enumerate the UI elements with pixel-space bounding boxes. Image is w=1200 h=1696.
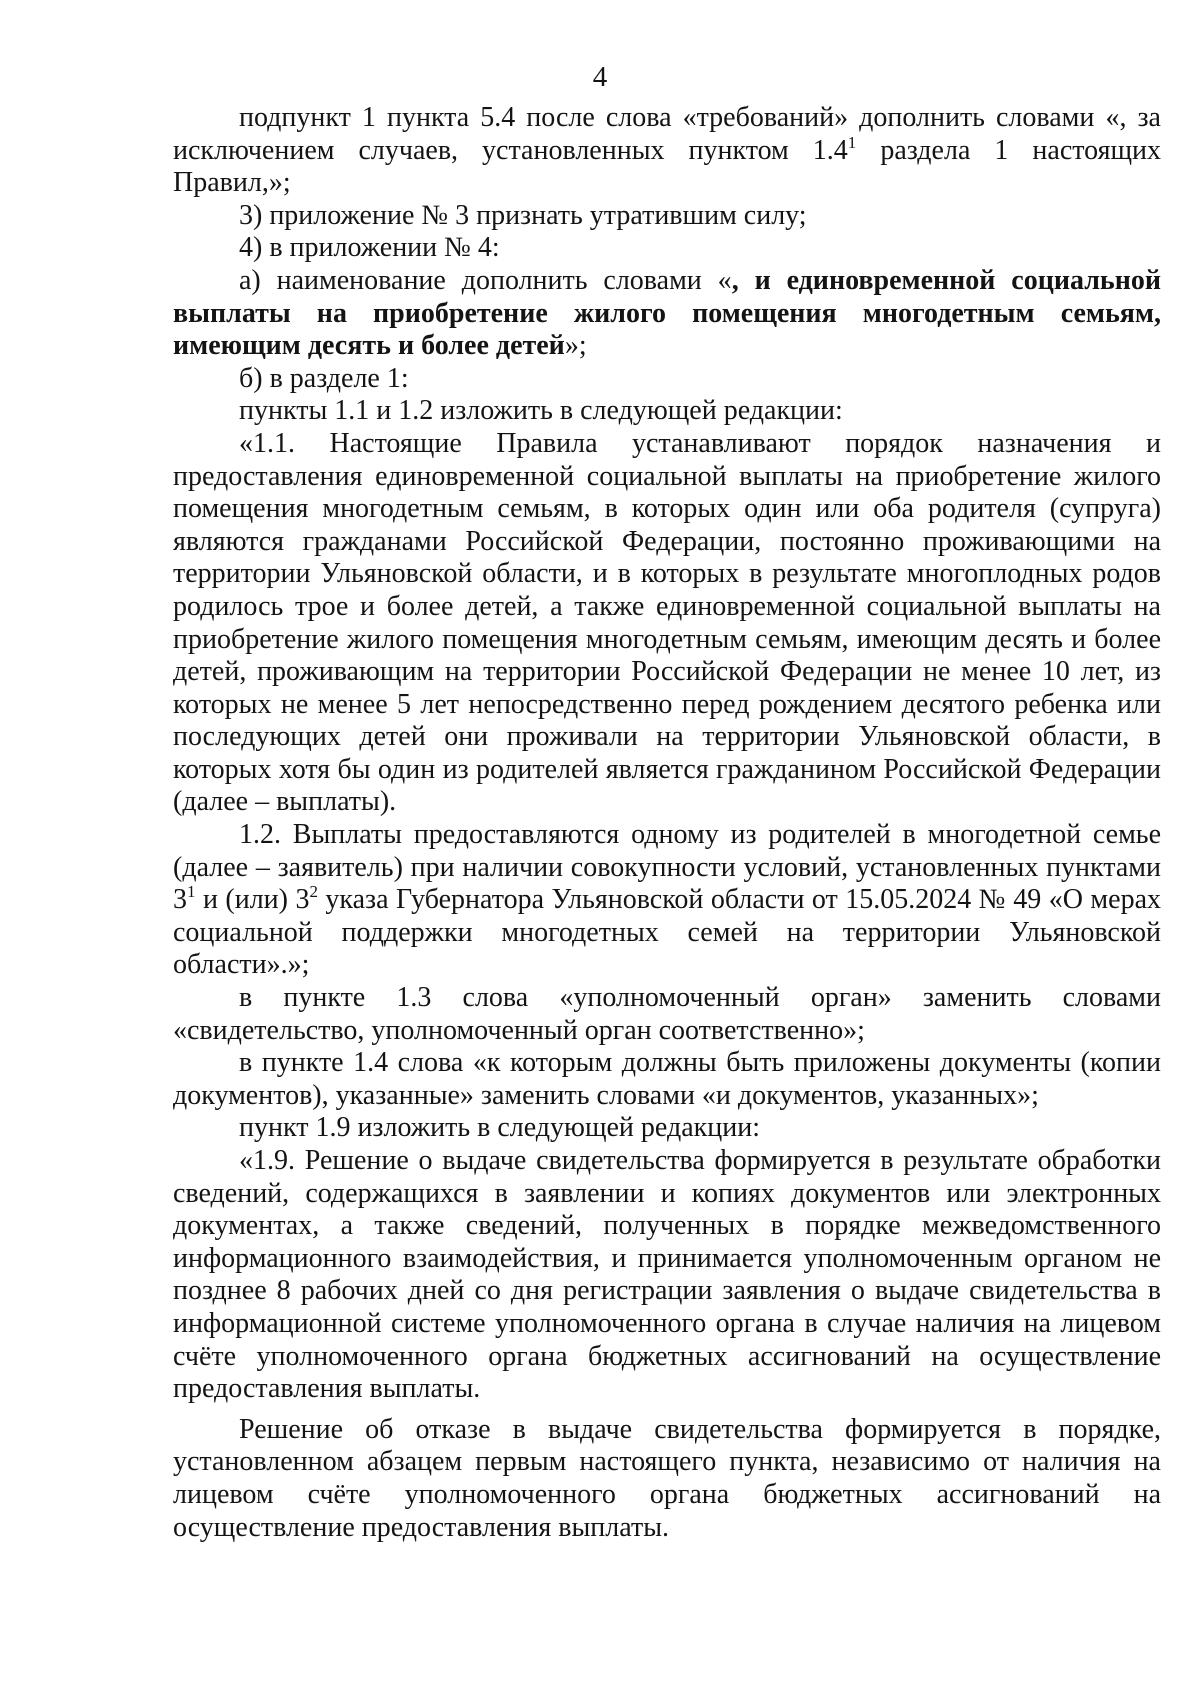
text-run: а) наименование дополнить словами «	[239, 264, 732, 296]
text-run: 1.2. Выплаты предоставляются одному из родителей в многодетной семье (далее – заявитель) при наличии совокупности условий, установленных пунктами 3	[173, 819, 1161, 916]
superscript: 1	[187, 882, 196, 902]
text-run: в пункте 1.3 слова «уполномоченный орган» заменить словами «свидетельство, уполномоченный орган соответственно»;	[173, 982, 1161, 1046]
paragraph	[173, 395, 1161, 428]
paragraph	[173, 1112, 1161, 1145]
paragraph	[173, 265, 1161, 363]
paragraph	[173, 982, 1161, 1047]
paragraph	[173, 363, 1161, 396]
bold-text: , и единовременной социальной выплаты на приобретение жилого помещения многодетным семьям, имеющим десять и более детей	[173, 264, 1161, 362]
paragraph	[173, 819, 1161, 982]
text-run: «1.1. Настоящие Правила устанавливают порядок назначения и предоставления единовременной социальной выплаты на приобретение жилого помещения многодетным семьям, в которых один или оба родителя (супруга) являются гражданами Российской Федерации, постоянно проживающими на территории Ульяновской области, и в которых в результате многоплодных родов родилось трое и более детей, а также единовременной социальной выплаты на приобретение жилого помещения многодетным семьям, имеющим десять и более детей, проживающим на территории Российской Федерации не менее 10 лет, из которых не менее 5 лет непосредственно перед рождением десятого ребенка или последующих детей они проживали на территории Ульяновской области, в которых хотя бы один из родителей является гражданином Российской Федерации (далее – выплаты).	[173, 427, 1161, 818]
paragraph	[173, 200, 1161, 233]
page-number: 4	[592, 61, 608, 93]
text-run: 4) в приложении № 4:	[239, 232, 500, 264]
text-run: »;	[564, 330, 587, 362]
superscript: 2	[309, 882, 318, 902]
paragraph	[173, 232, 1161, 265]
paragraph	[173, 1047, 1161, 1112]
text-run: пункты 1.1 и 1.2 изложить в следующей редакции:	[239, 395, 843, 427]
paragraph	[173, 1145, 1161, 1406]
text-run: «1.9. Решение о выдаче свидетельства формируется в результате обработки сведений, содержащихся в заявлении и копиях документов или электронных документах, а также сведений, полученных в порядке межведомственного информационного взаимодействия, и принимается уполномоченным органом не позднее 8 рабочих дней со дня регистрации заявления о выдаче свидетельства в информационной системе уполномоченного органа в случае наличия на лицевом счёте уполномоченного органа бюджетных ассигнований на осуществление предоставления выплаты.	[173, 1145, 1161, 1405]
paragraph	[173, 102, 1161, 200]
superscript: 1	[847, 132, 857, 152]
text-run: указа Губернатора Ульяновской области от 15.05.2024 № 49 «О мерах социальной поддержки многодетных семей на территории Ульяновской области».»;	[173, 884, 1162, 981]
text-run: б) в разделе 1:	[239, 362, 409, 394]
text-run: и (или) 3	[195, 884, 310, 916]
document-body	[173, 102, 1161, 1544]
text-run: раздела 1 настоящих Правил,»;	[173, 134, 1161, 199]
text-run: 3) приложение № 3 признать утратившим силу;	[239, 199, 807, 231]
text-run: подпункт 1 пункта 5.4 после слова «требований» дополнить словами «, за исключением случаев, установленных пунктом 1.4	[173, 102, 1161, 166]
paragraph	[173, 1414, 1161, 1544]
text-run: Решение об отказе в выдаче свидетельства формируется в порядке, установленном абзацем первым настоящего пункта, независимо от наличия на лицевом счёте уполномоченного органа бюджетных ассигнований на осуществление предоставления выплаты.	[173, 1413, 1161, 1543]
text-run: в пункте 1.4 слова «к которым должны быть приложены документы (копии документов), указанные» заменить словами «и документов, указанных»;	[173, 1047, 1161, 1111]
paragraph	[173, 428, 1161, 819]
text-run: пункт 1.9 изложить в следующей редакции:	[239, 1112, 760, 1144]
